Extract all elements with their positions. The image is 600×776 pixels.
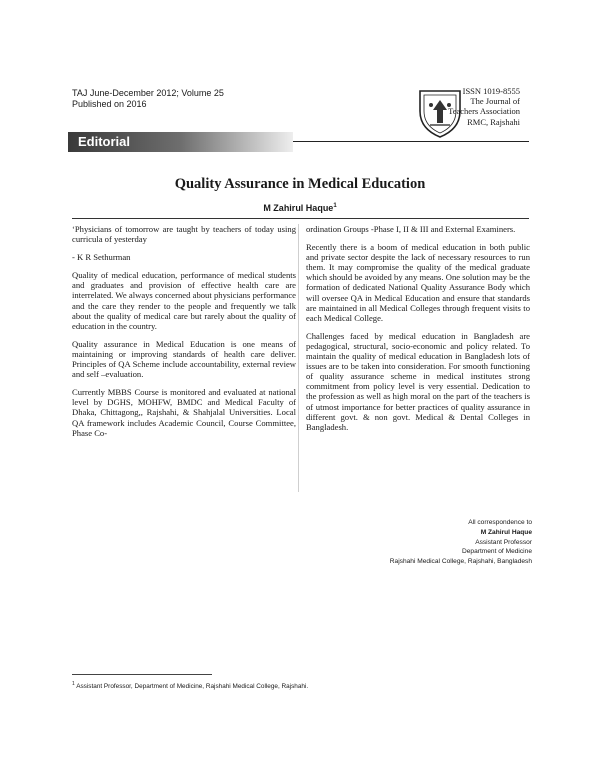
paragraph: Quality of medical education, performance of medical students and graduates and provision of effective health care are interrelated. We always concerned about physicians performance and the care they render to the people and frequently we talk about the quality of medical care but rarely about the quality of education in the country. [72,270,296,331]
publisher-line-2: Teachers Association [448,106,520,117]
column-divider [298,224,299,492]
paragraph: Quality assurance in Medical Education is one means of maintaining or improving standards of health care deliver. Principles of QA Scheme include accountability, external review and self –evaluation. [72,338,296,380]
correspondence-department: Department of Medicine [461,548,532,556]
footnote-mark: 1 [72,681,75,687]
publisher-line-1: The Journal of [470,96,520,107]
right-column [306,224,530,440]
section-label: Editorial [78,134,131,149]
footnote [72,680,308,691]
article-title: Quality Assurance in Medical Education [174,176,426,192]
footnote-text: Assistant Professor, Department of Medicine, Rajshahi Medical College, Rajshahi. [76,683,309,691]
author-line [0,203,600,213]
correspondence-name: M Zahirul Haque [480,528,532,536]
left-column [72,224,296,446]
epigraph-author: - K R Sethurman [72,252,131,263]
author-footnote-mark: 1 [333,203,337,209]
published-line: Published on 2016 [72,98,147,109]
correspondence-institution: Rajshahi Medical College, Rajshahi, Bangladesh [389,558,532,566]
publisher-line-3: RMC, Rajshahi [467,116,520,127]
paragraph: Recently there is a boom of medical education in both public and private sector despite the lack of necessary resources to run them. It may compromise the quality of the medical graduate which should be avoided by any means. One solution may be the formation of dedicated National Quality Assurance Body which will oversee QA in Medical Education and ensure that standards are maintained in all Medical Colleges through frequent visits to each Medical College. [306,242,530,323]
correspondence-block [390,518,532,567]
title-divider [72,218,529,219]
paragraph: ordination Groups -Phase I, II & III and External Examiners. [306,224,516,234]
journal-issue-line: TAJ June-December 2012; Volume 25 [72,88,224,98]
paragraph: Challenges faced by medical education in Bangladesh are pedagogical, structural, socio-economic and policy related. To maintain the quality of medical education in Bangladesh lots of issues are to be taken into consideration. For smooth functioning of quality assurance scheme in medical institutes strong commitment from policy level is very essential. Dedication to the profession as well as high moral on the part of the teachers is of utmost importance for better practices of quality assurance in different govt. & non govt. Medical & Dental Colleges in Bangladesh. [306,330,530,432]
author-name: M Zahirul Haque [263,203,334,213]
journal-info [72,88,224,109]
issn: ISSN 1019-8555 [462,86,520,96]
footnote-divider [72,674,212,675]
correspondence-title: Assistant Professor [475,538,532,546]
correspondence-heading: All correspondence to [468,519,532,526]
epigraph-quote: ‘Physicians of tomorrow are taught by teachers of today using curricula of yesterday [72,224,296,245]
paragraph: Currently MBBS Course is monitored and evaluated at national level by DGHS, MOHFW, BMDC and Medical Faculty of Dhaka, Chittagong,, Rajshahi, & Shahjalal Universities. Local QA framework includes Academic Council, Course Committee, Phase Co- [72,387,296,438]
issn-block [448,86,520,127]
